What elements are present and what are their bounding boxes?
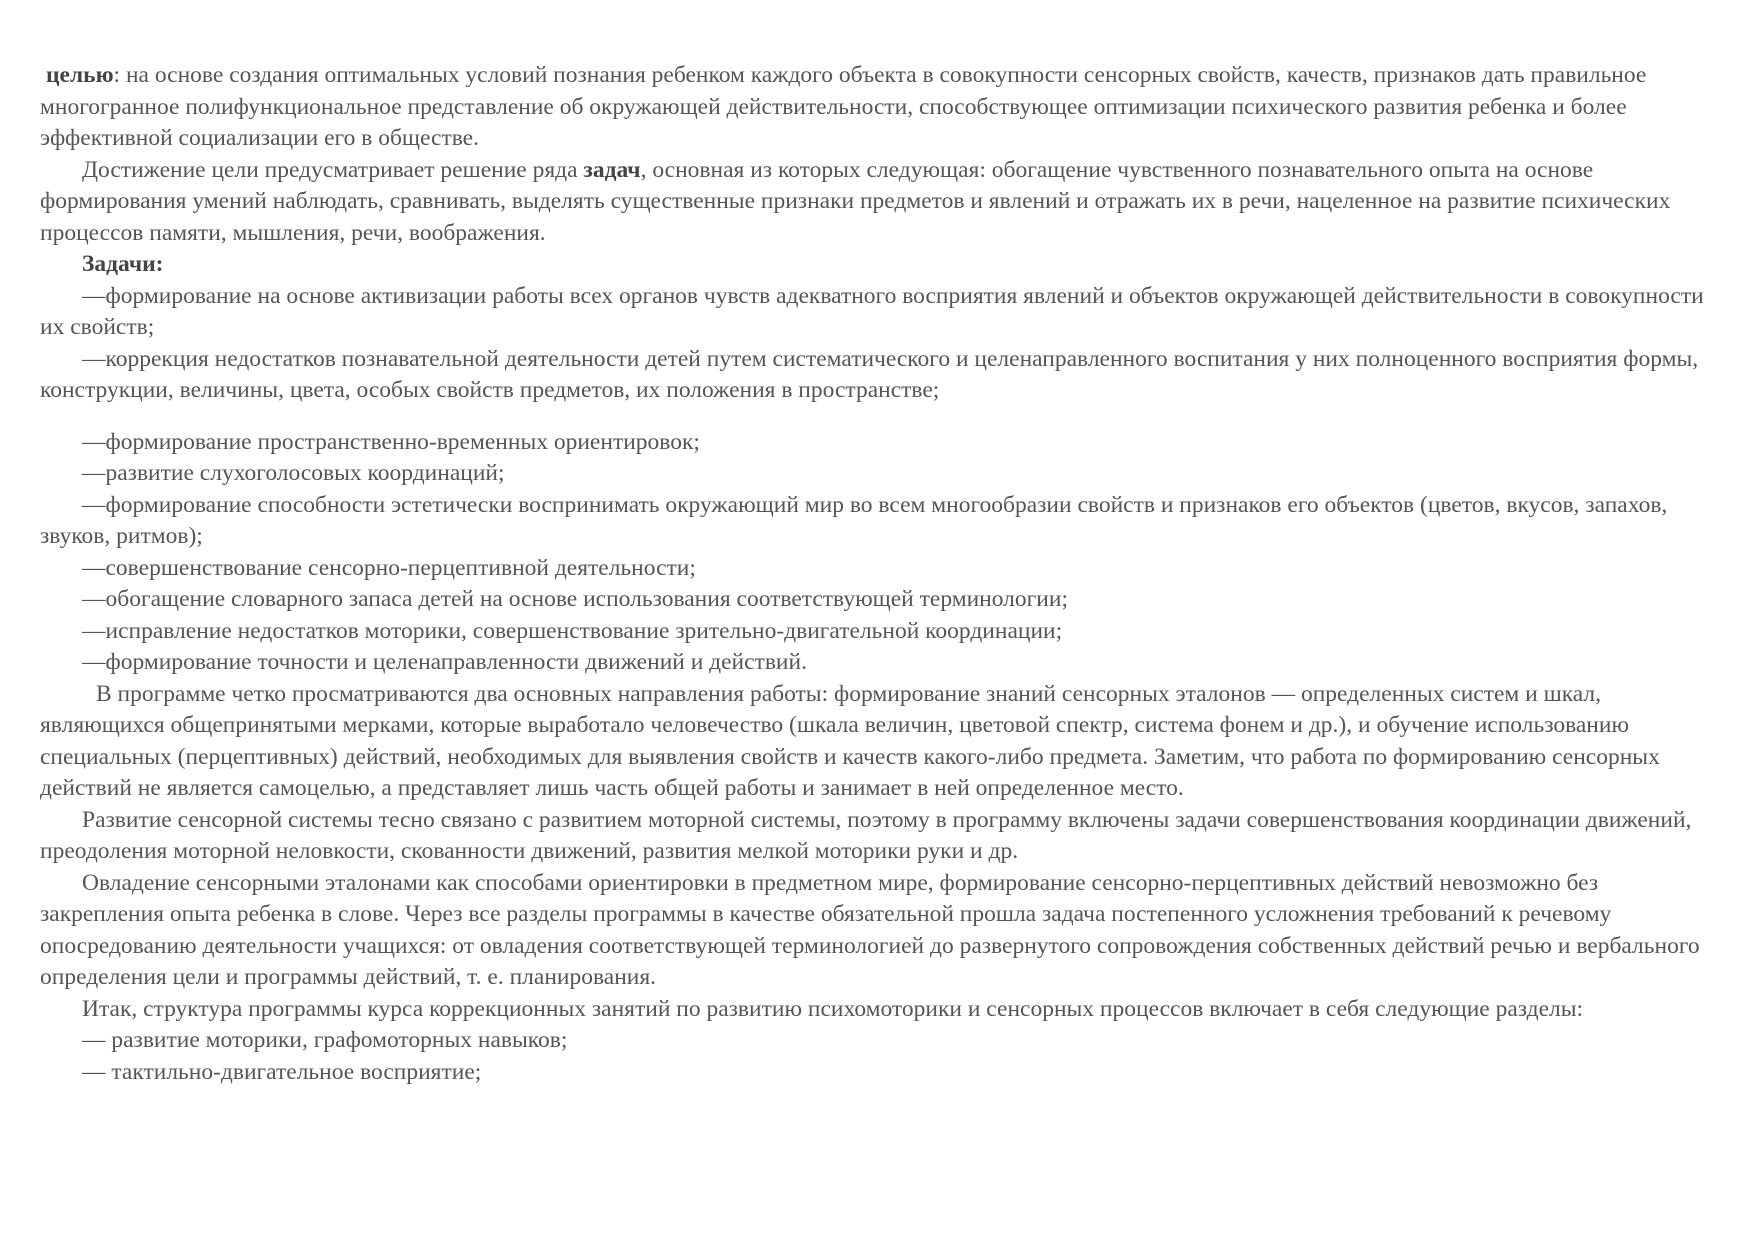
sensory-standards-paragraph: Овладение сенсорными эталонами как способами ориентировки в предметном мире, формирование сенсорно-перцептивных действий невозможно без закрепления опыта ребенка в слове. Через все разделы программы в качестве обязательной прошла задача постепенного усложнения требований к речевому опосредованию деятельности учащихся: от овладения соответствующей терминологией до развернутого сопровождения собственных действий речью и вербального определения цели и программы действий, т. е. планирования. xyxy=(40,869,1700,990)
tasks-intro-before: Достижение цели предусматривает решение ряда xyxy=(82,156,584,183)
tasks-term: задач xyxy=(583,156,641,183)
motor-system-paragraph: Развитие сенсорной системы тесно связано с развитием моторной системы, поэтому в программу включены задачи совершенствования координации движений, преодоления моторной неловкости, скованности движений, развития мелкой моторики руки и др. xyxy=(40,806,1692,864)
tasks-intro-after: , основная из которых следующая: обогащение чувственного познавательного опыта на основе формирования умений наблюдать, сравнивать, выделять существенные признаки предметов и явлений и отражать их в речи, нацеленное на развитие психических процессов памяти, мышления, речи, воображения. xyxy=(40,156,1671,246)
goal-term: целью xyxy=(46,62,114,88)
section-item: — тактильно-двигательное восприятие; xyxy=(82,1058,482,1085)
task-item: —обогащение словарного запаса детей на основе использования соответствующей терминологии; xyxy=(82,586,1068,612)
goal-paragraph xyxy=(40,60,1720,155)
section-item: — развитие моторики, графомоторных навыков; xyxy=(82,1027,568,1053)
task-item: —исправление недостатков моторики, совершенствование зрительно-двигательной координации; xyxy=(82,617,1063,644)
task-item: —формирование точности и целенаправленности движений и действий. xyxy=(82,649,807,675)
tasks-heading: Задачи: xyxy=(82,251,164,277)
task-item: —совершенствование сенсорно-перцептивной деятельности; xyxy=(82,554,696,581)
program-directions-paragraph: В программе четко просматриваются два основных направления работы: формирование знаний сенсорных эталонов — определенных систем и шкал, являющихся общепринятыми мерками, которые выработало человечество (шкала величин, цветовой спектр, система фонем и др.), и обучение использованию специальных (перцептивных) действий, необходимых для выявления свойств и качеств какого-либо предмета. Заметим, что работа по формированию сенсорных действий не является самоцелью, а представляет лишь часть общей работы и занимает в ней определенное место. xyxy=(40,680,1660,801)
goal-text: : на основе создания оптимальных условий познания ребенком каждого объекта в совокупности сенсорных свойств, качеств, признаков дать правильное многогранное полифункциональное представление об окружающей действительности, способствующее оптимизации психического развития ребенка и более эффективной социализации его в обществе. xyxy=(40,62,1647,151)
program-structure-paragraph: Итак, структура программы курса коррекционных занятий по развитию психомоторики и сенсорных процессов включает в себя следующие разделы: xyxy=(82,995,1584,1022)
task-item: —формирование на основе активизации работы всех органов чувств адекватного восприятия явлений и объектов окружающей действительности в совокупности их свойств; xyxy=(40,282,1704,340)
document-page xyxy=(40,60,1720,1088)
tasks-intro-paragraph xyxy=(40,155,1720,250)
task-item: —коррекция недостатков познавательной деятельности детей путем систематического и целенаправленного воспитания у них полноценного восприятия формы, конструкции, величины, цвета, особых свойств предметов, их положения в пространстве; xyxy=(40,345,1699,403)
task-item: —формирование пространственно-временных ориентировок; xyxy=(82,428,700,455)
task-item: —формирование способности эстетически воспринимать окружающий мир во всем многообразии свойств и признаков его объектов (цветов, вкусов, запахов, звуков, ритмов); xyxy=(40,491,1668,549)
task-item: —развитие слухоголосовых координаций; xyxy=(82,460,505,486)
